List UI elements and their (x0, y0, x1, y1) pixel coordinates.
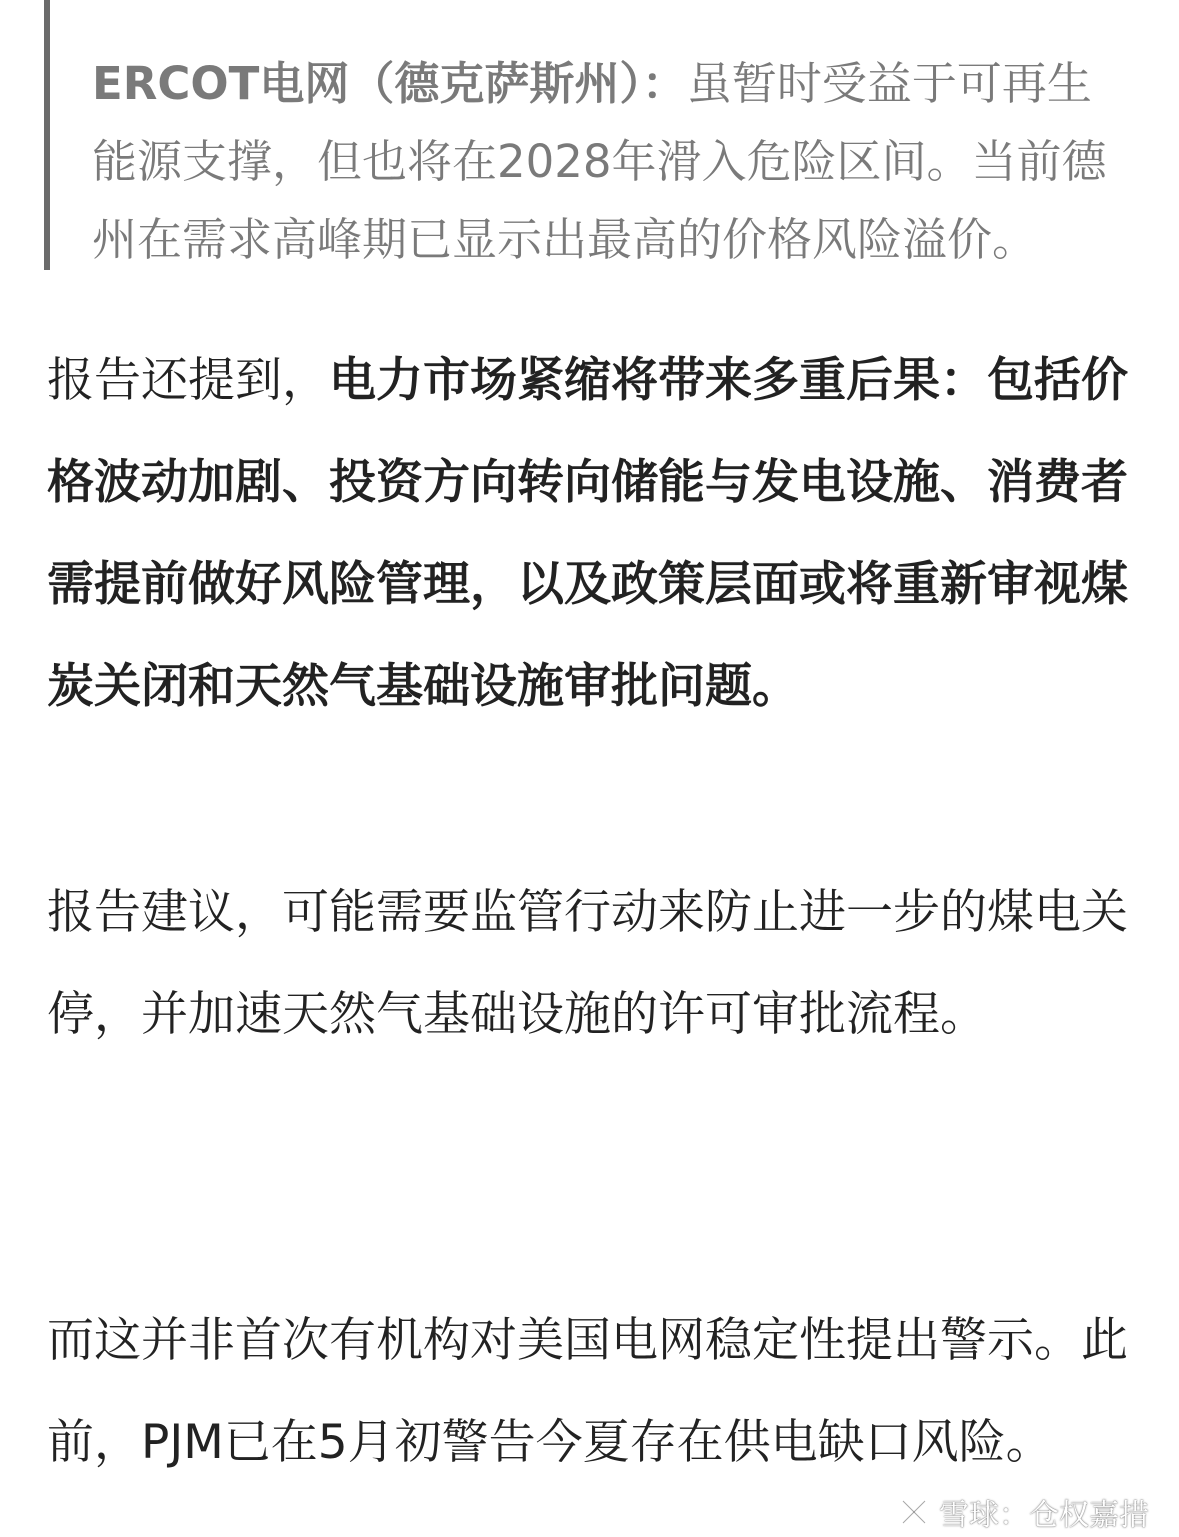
paragraph-plain-text: 报告还提到， (47, 353, 329, 408)
blockquote (44, 0, 1134, 270)
quote-lead: ERCOT电网（德克萨斯州）： (92, 57, 687, 110)
snowball-logo-icon (897, 1495, 931, 1529)
paragraph-plain-text: 报告建议，可能需要监管行动来防止进一步的煤电关停，并加速天然气基础设施的许可审批流程。 (47, 885, 1128, 1042)
paragraph-plain-text: 而这并非首次有机构对美国电网稳定性提出警示。此前，PJM已在5月初警告今夏存在供电缺口风险。 (47, 1313, 1128, 1470)
paragraph-bold-text: 电力市场紧缩将带来多重后果：包括价格波动加剧、投资方向转向储能与发电设施、消费者需提前做好风险管理，以及政策层面或将重新审视煤炭关闭和天然气基础设施审批问题。 (47, 353, 1128, 714)
paragraph-report-recommendation (47, 862, 1137, 1066)
watermark (897, 1492, 1149, 1532)
quote-text: 虽暂时受益于可再生能源支撑，但也将在2028年滑入危险区间。当前德州在需求高峰期已显示出最高的价格风险溢价。 (92, 57, 1107, 266)
paragraph-pjm-warning (47, 1290, 1137, 1494)
paragraph-report-consequences (47, 330, 1137, 738)
watermark-text: 雪球：仓权嘉措 (939, 1498, 1149, 1533)
